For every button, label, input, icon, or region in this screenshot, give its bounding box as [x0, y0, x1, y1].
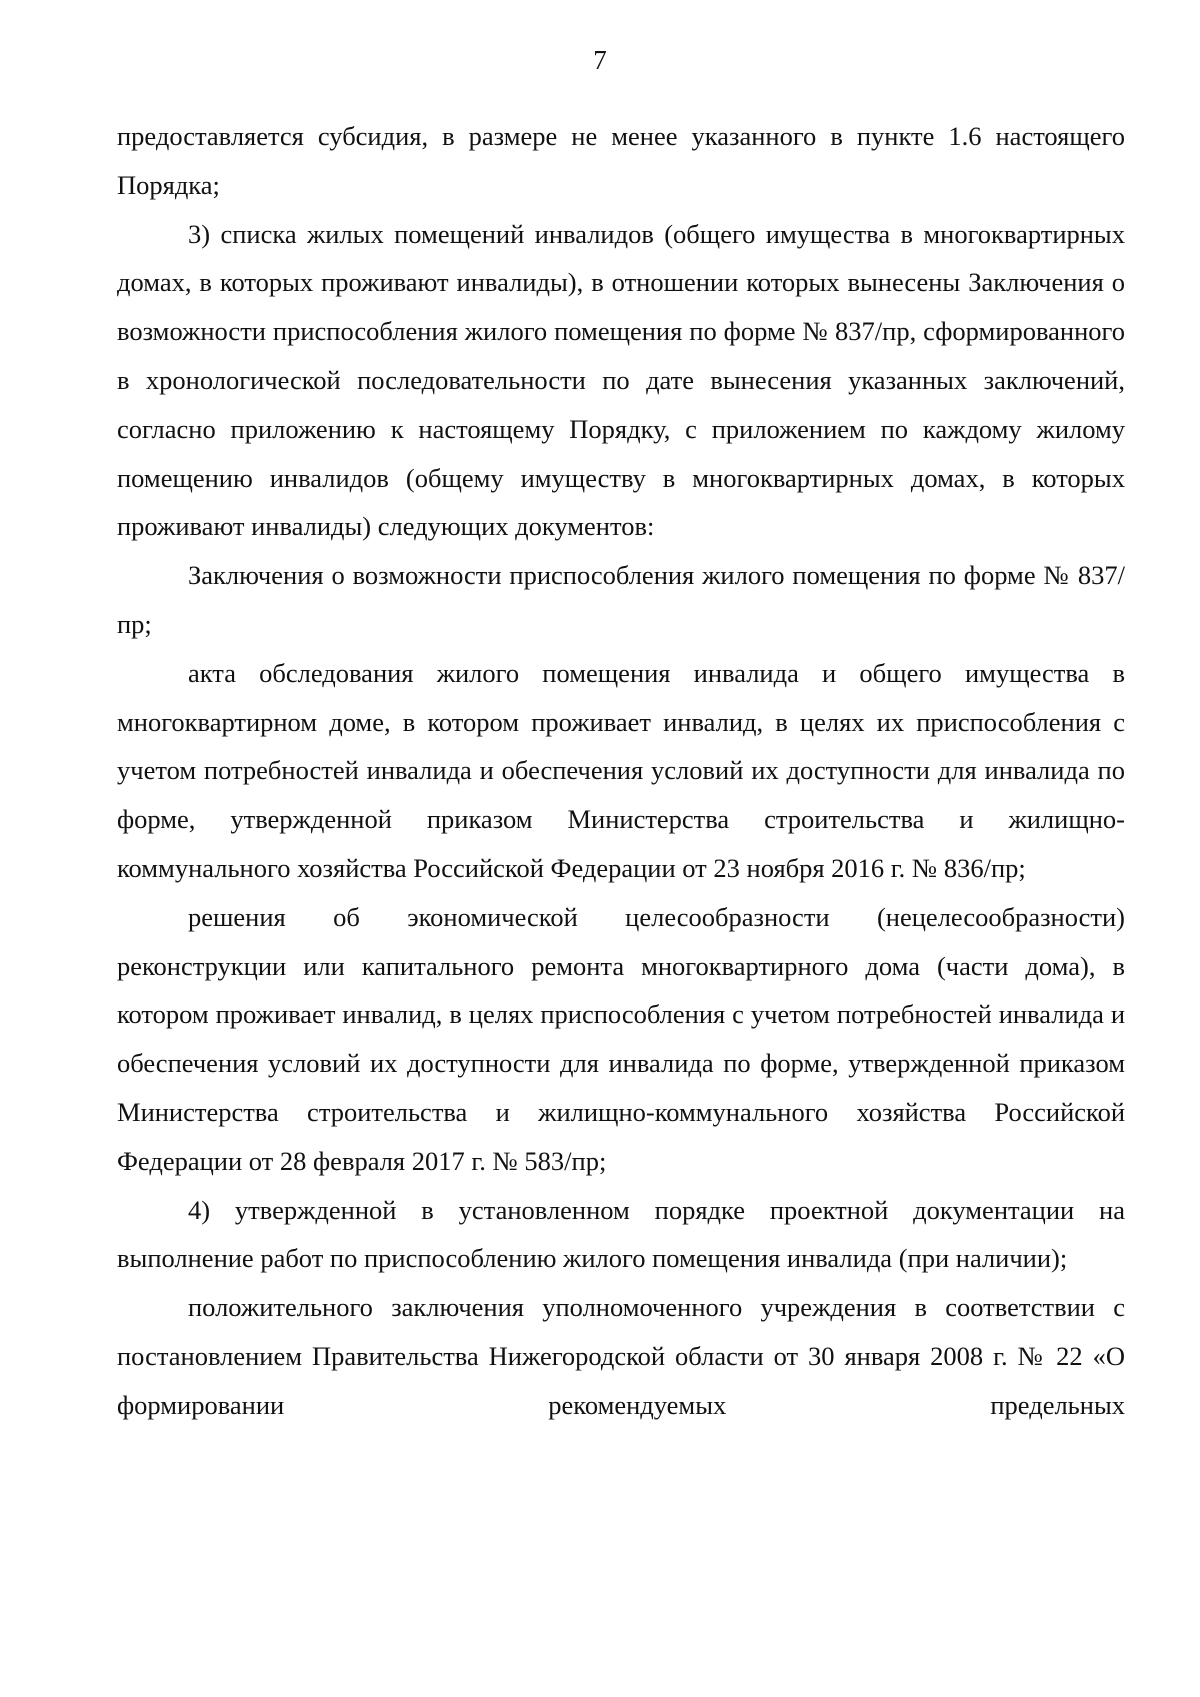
paragraph-positive-conclusion: положительного заключения уполномоченного учреждения в соответствии с постановлением Правительства Нижегородской области от 30 января 2008 г. № 22 «О формировании рекомендуемых предельных [117, 1292, 1125, 1420]
page-number: 7 [593, 45, 607, 75]
document-body [117, 112, 1125, 1430]
paragraph-item-4-project-documentation: 4) утвержденной в установленном порядке проектной документации на выполнение работ по приспособлению жилого помещения инвалида (при наличии); [117, 1194, 1125, 1274]
paragraph-conclusion-form-837: Заключения о возможности приспособления жилого помещения по форме № 837/пр; [117, 560, 1125, 639]
paragraph-inspection-act: акта обследования жилого помещения инвалида и общего имущества в многоквартирном доме, в котором проживает инвалид, в целях их приспособления с учетом потребностей инвалида и обеспечения условий их доступности для инвалида по форме, утвержденной приказом Министерства строительства и жилищно-коммунального хозяйства Российской Федерации от 23 ноября 2016 г. № 836/пр; [117, 657, 1125, 883]
paragraph-economic-feasibility-decision: решения об экономической целесообразности (нецелесообразности) реконструкции или капитального ремонта многоквартирного дома (части дома), в котором проживает инвалид, в целях приспособления с учетом потребностей инвалида и обеспечения условий их доступности для инвалида по форме, утвержденной приказом Министерства строительства и жилищно-коммунального хозяйства Российской Федерации от 28 февраля 2017 г. № 583/пр; [117, 901, 1125, 1176]
paragraph-subsidy-end: предоставляется субсидия, в размере не менее указанного в пункте 1.6 настоящего Порядка; [117, 121, 1125, 200]
paragraph-item-3-housing-list: 3) списка жилых помещений инвалидов (общего имущества в многоквартирных домах, в которых проживают инвалиды), в отношении которых вынесены Заключения о возможности приспособления жилого помещения по форме № 837/пр, сформированного в хронологической последовательности по дате вынесения указанных заключений, согласно приложению к настоящему Порядку, с приложением по каждому жилому помещению инвалидов (общему имуществу в многоквартирных домах, в которых проживают инвалиды) следующих документов: [117, 218, 1125, 542]
